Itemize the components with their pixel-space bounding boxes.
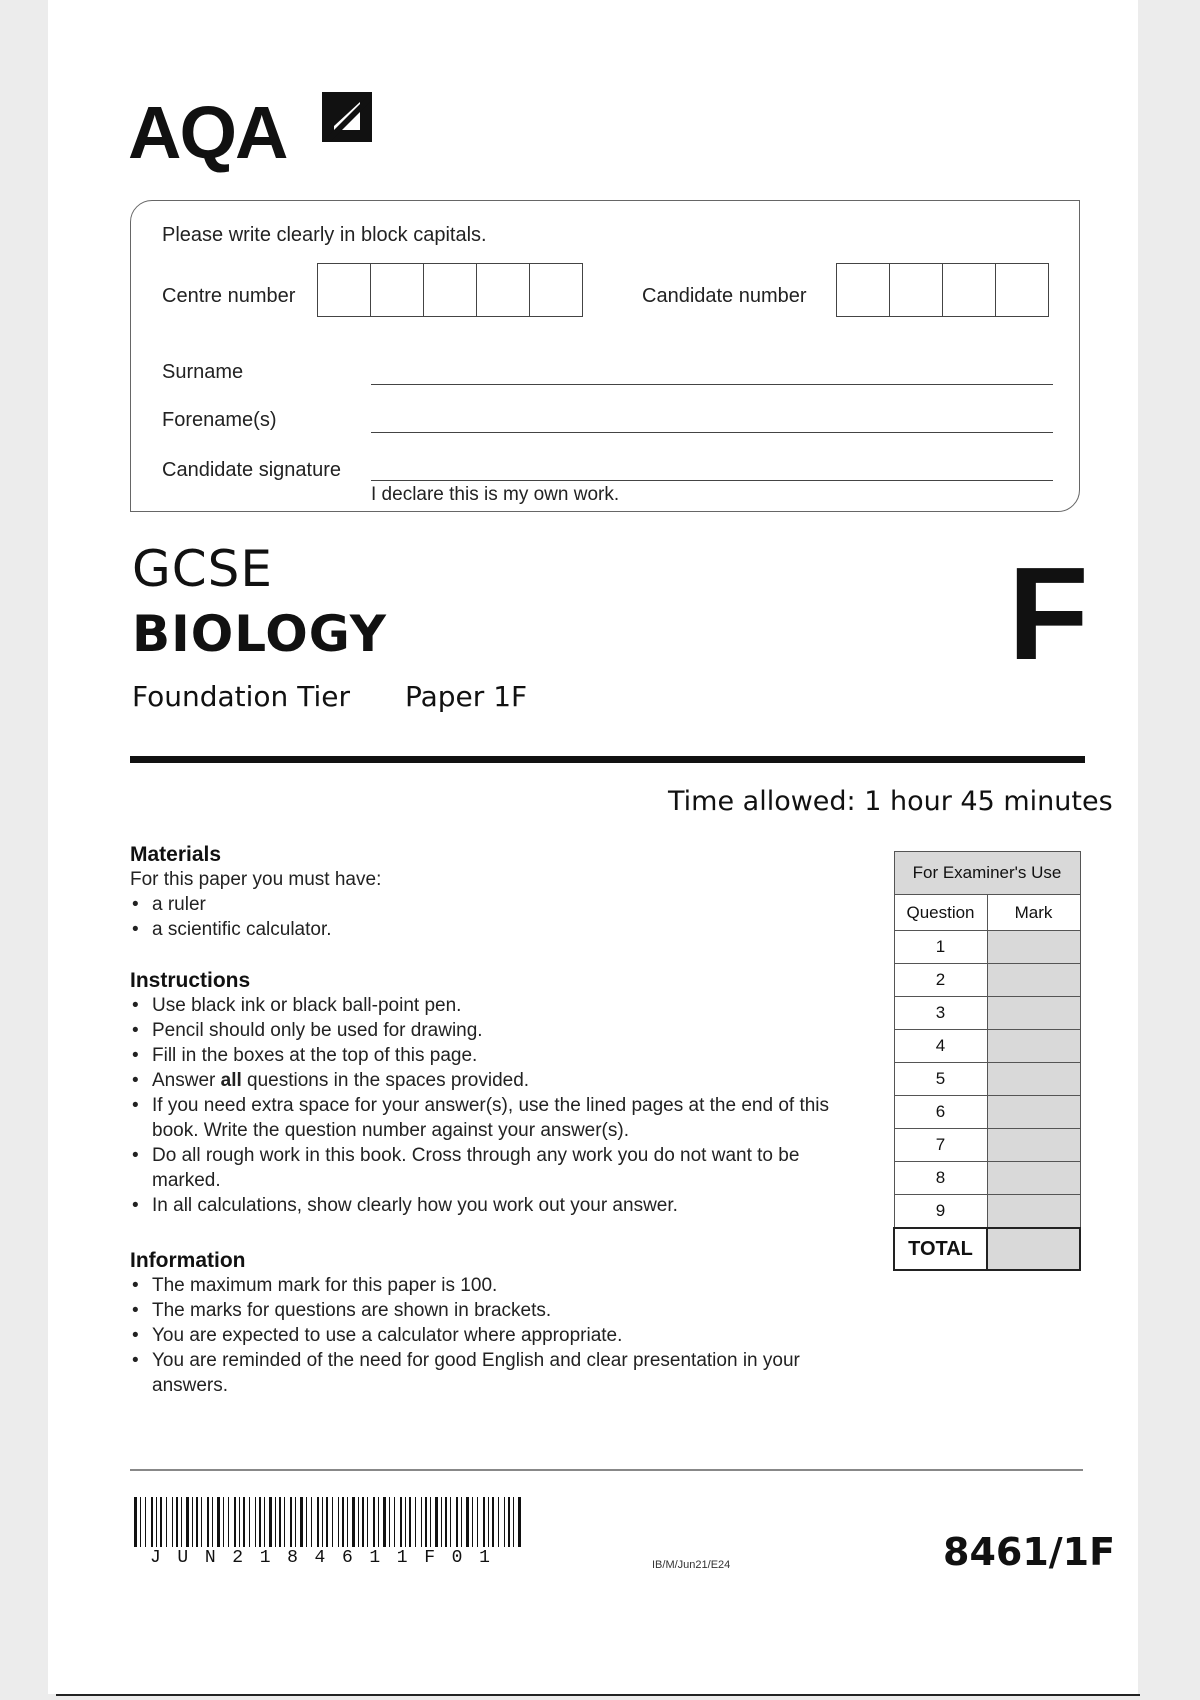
declaration-text: I declare this is my own work.	[371, 484, 620, 505]
list-item: • If you need extra space for your answer(s), use the lined pages at the end of this book. Write the question number against your answer(s).	[130, 1093, 872, 1143]
instructions-list	[130, 993, 870, 1218]
information-section	[130, 1249, 870, 1398]
candidate-digit-box[interactable]	[996, 264, 1048, 316]
barcode-bar	[186, 1497, 189, 1547]
barcode-bar	[176, 1497, 178, 1547]
forenames-line[interactable]	[371, 432, 1053, 433]
barcode-bar	[389, 1497, 390, 1547]
barcode-bar	[192, 1497, 193, 1547]
barcode-bar	[394, 1497, 395, 1547]
candidate-digit-box[interactable]	[943, 264, 996, 316]
examiner-table-title: For Examiner's Use	[894, 852, 1080, 895]
list-item: • Use black ink or black ball-point pen.	[130, 993, 870, 1018]
footer-divider	[130, 1469, 1083, 1471]
centre-number-label: Centre number	[162, 285, 296, 307]
barcode-bar	[212, 1497, 213, 1547]
barcode-bar	[504, 1497, 505, 1547]
list-item: • In all calculations, show clearly how you work out your answer.	[130, 1193, 870, 1218]
mark-cell	[987, 1162, 1080, 1195]
barcode-bar	[383, 1497, 386, 1547]
barcode-bar	[518, 1497, 521, 1547]
instructions-section	[130, 969, 870, 1218]
centre-digit-box[interactable]	[424, 264, 477, 316]
question-column-header: Question	[894, 895, 987, 931]
barcode-bar	[425, 1497, 427, 1547]
barcode-bar	[415, 1497, 416, 1547]
mark-cell	[987, 1129, 1080, 1162]
surname-label: Surname	[162, 361, 244, 383]
table-row	[894, 1195, 1080, 1229]
barcode-bar	[378, 1497, 379, 1547]
signature-line[interactable]	[371, 480, 1053, 481]
table-row	[894, 1030, 1080, 1063]
mark-column-header: Mark	[987, 895, 1080, 931]
barcode-bar	[166, 1497, 167, 1547]
information-list	[130, 1273, 870, 1398]
barcode-char: F	[424, 1548, 436, 1568]
barcode-bar	[477, 1497, 478, 1547]
barcode-bar	[223, 1497, 224, 1547]
barcode-bar	[201, 1497, 202, 1547]
time-allowed: Time allowed: 1 hour 45 minutes	[668, 786, 1113, 817]
barcode-bar	[513, 1497, 514, 1547]
list-item: • The marks for questions are shown in brackets.	[130, 1298, 870, 1323]
instructions-heading: Instructions	[130, 969, 251, 992]
barcode-char: N	[204, 1548, 216, 1568]
mark-cell	[987, 1195, 1080, 1229]
candidate-digit-box[interactable]	[837, 264, 890, 316]
tier-label: Foundation Tier	[132, 680, 350, 713]
barcode-bar	[435, 1497, 438, 1547]
barcode-bar	[275, 1497, 276, 1547]
barcode-bar	[295, 1497, 296, 1547]
barcode-bar	[269, 1497, 272, 1547]
list-item: • Fill in the boxes at the top of this page.	[130, 1043, 870, 1068]
paper-label: Paper 1F	[405, 680, 528, 713]
barcode-bar	[367, 1497, 368, 1547]
aqa-logo-text: AQA	[128, 91, 287, 174]
barcode-bar	[430, 1497, 431, 1547]
barcode-bar	[488, 1497, 489, 1547]
barcode-bar	[400, 1497, 402, 1547]
barcode-bar	[134, 1497, 137, 1547]
table-row	[894, 931, 1080, 964]
mark-cell	[987, 997, 1080, 1030]
barcode-bar	[441, 1497, 442, 1547]
signature-label: Candidate signature	[162, 459, 342, 481]
barcode-bar	[239, 1497, 240, 1547]
materials-heading: Materials	[130, 843, 222, 866]
question-number: 4	[894, 1030, 987, 1063]
barcode-bar	[498, 1497, 499, 1547]
barcode-bar	[279, 1497, 281, 1547]
mark-cell	[987, 1030, 1080, 1063]
barcode-bar	[332, 1497, 333, 1547]
total-mark-cell	[987, 1228, 1080, 1270]
barcode-bar	[317, 1497, 319, 1547]
barcode-bar	[196, 1497, 198, 1547]
barcode-bar	[347, 1497, 348, 1547]
list-item: • You are expected to use a calculator where appropriate.	[130, 1323, 870, 1348]
question-number: 1	[894, 931, 987, 964]
barcode-char: 6	[341, 1548, 353, 1568]
materials-list	[130, 892, 870, 942]
information-heading: Information	[130, 1249, 246, 1272]
subject-title: BIOLOGY	[132, 605, 387, 663]
question-number: 2	[894, 964, 987, 997]
barcode-bar	[306, 1497, 307, 1547]
barcode-bar	[409, 1497, 411, 1547]
table-row	[894, 1129, 1080, 1162]
centre-number-boxes[interactable]	[317, 263, 583, 317]
total-label: TOTAL	[894, 1228, 987, 1270]
table-row	[894, 1096, 1080, 1129]
barcode-char: 1	[369, 1548, 381, 1568]
question-number: 8	[894, 1162, 987, 1195]
barcode-bar	[358, 1497, 359, 1547]
barcode-bar	[290, 1497, 292, 1547]
barcode-bar	[362, 1497, 364, 1547]
barcode-bar	[228, 1497, 229, 1547]
list-item: • Do all rough work in this book. Cross through any work you do not want to be marked.	[130, 1143, 842, 1193]
candidate-number-label: Candidate number	[642, 285, 807, 307]
list-item: • a scientific calculator.	[130, 917, 870, 942]
materials-intro: For this paper you must have:	[130, 869, 382, 890]
mark-cell	[987, 1096, 1080, 1129]
question-number: 3	[894, 997, 987, 1030]
list-item: • Pencil should only be used for drawing.	[130, 1018, 870, 1043]
barcode-char: U	[177, 1548, 189, 1568]
table-row	[894, 1162, 1080, 1195]
barcode-text	[150, 1548, 490, 1568]
barcode-bar	[456, 1497, 458, 1547]
total-row	[894, 1228, 1080, 1270]
barcode-bar	[207, 1497, 209, 1547]
aqa-logo-mark-icon	[318, 88, 376, 146]
barcode-char: J	[150, 1548, 161, 1568]
mark-cell	[987, 1063, 1080, 1096]
barcode-char: 1	[396, 1548, 408, 1568]
barcode-bar	[373, 1497, 375, 1547]
document-reference: IB/M/Jun21/E24	[652, 1559, 731, 1571]
barcode-char: 1	[259, 1548, 271, 1568]
barcode-bar	[264, 1497, 265, 1547]
barcode-bar	[342, 1497, 344, 1547]
barcode-bar	[405, 1497, 406, 1547]
barcode-char: 0	[451, 1548, 463, 1568]
barcode-bar	[140, 1497, 141, 1547]
centre-digit-box[interactable]	[477, 264, 530, 316]
barcode-bar	[352, 1497, 355, 1547]
materials-section	[130, 843, 870, 942]
block-capitals-instruction: Please write clearly in block capitals.	[162, 224, 487, 246]
barcode-bar	[145, 1497, 146, 1547]
barcode-bar	[151, 1497, 153, 1547]
barcode-char: 1	[479, 1548, 490, 1568]
barcode-bar	[326, 1497, 328, 1547]
surname-line[interactable]	[371, 384, 1053, 385]
barcode-bar	[160, 1497, 162, 1547]
list-item: • You are reminded of the need for good English and clear presentation in your answers.	[130, 1348, 832, 1398]
barcode-bar	[508, 1497, 510, 1547]
list-item: • The maximum mark for this paper is 100.	[130, 1273, 870, 1298]
mark-cell	[987, 964, 1080, 997]
question-number: 5	[894, 1063, 987, 1096]
page-bottom-rule	[56, 1694, 1140, 1696]
barcode-bar	[234, 1497, 236, 1547]
centre-digit-box[interactable]	[530, 264, 582, 316]
barcode-bar	[156, 1497, 157, 1547]
tier-letter: F	[1008, 540, 1089, 687]
centre-digit-box[interactable]	[371, 264, 424, 316]
barcode-bar	[172, 1497, 173, 1547]
question-number: 7	[894, 1129, 987, 1162]
barcode-bar	[311, 1497, 312, 1547]
barcode-bar	[181, 1497, 182, 1547]
barcode-bar	[483, 1497, 485, 1547]
barcode-bar	[492, 1497, 494, 1547]
barcode-bar	[421, 1497, 422, 1547]
barcode-char: 8	[287, 1548, 298, 1568]
paper-code: 8461/1F	[943, 1530, 1116, 1574]
table-row	[894, 997, 1080, 1030]
barcode-bar	[466, 1497, 469, 1547]
barcode-char: 2	[232, 1548, 244, 1568]
question-number: 9	[894, 1195, 987, 1229]
barcode-bar	[472, 1497, 473, 1547]
forenames-label: Forename(s)	[162, 409, 277, 431]
barcode-bar	[217, 1497, 220, 1547]
barcode-bar	[445, 1497, 447, 1547]
barcode-bar	[338, 1497, 339, 1547]
question-number: 6	[894, 1096, 987, 1129]
barcode-bar	[249, 1497, 250, 1547]
title-divider	[130, 756, 1085, 763]
barcode-char: 4	[314, 1548, 326, 1568]
table-row	[894, 964, 1080, 997]
candidate-number-boxes[interactable]	[836, 263, 1049, 317]
barcode-bar	[259, 1497, 261, 1547]
barcode-bar	[450, 1497, 451, 1547]
list-item: • a ruler	[130, 892, 870, 917]
qualification-title: GCSE	[132, 540, 273, 598]
centre-digit-box[interactable]	[318, 264, 371, 316]
barcode-bar	[284, 1497, 285, 1547]
candidate-digit-box[interactable]	[890, 264, 943, 316]
barcode-bar	[243, 1497, 245, 1547]
table-row	[894, 1063, 1080, 1096]
barcode-bar	[461, 1497, 462, 1547]
examiner-use-table	[893, 851, 1081, 1271]
barcode-bar	[300, 1497, 303, 1547]
barcode-bar	[322, 1497, 323, 1547]
mark-cell	[987, 931, 1080, 964]
list-item: • Answer all questions in the spaces provided.	[130, 1068, 870, 1093]
barcode-bar	[255, 1497, 256, 1547]
barcode	[134, 1497, 524, 1547]
